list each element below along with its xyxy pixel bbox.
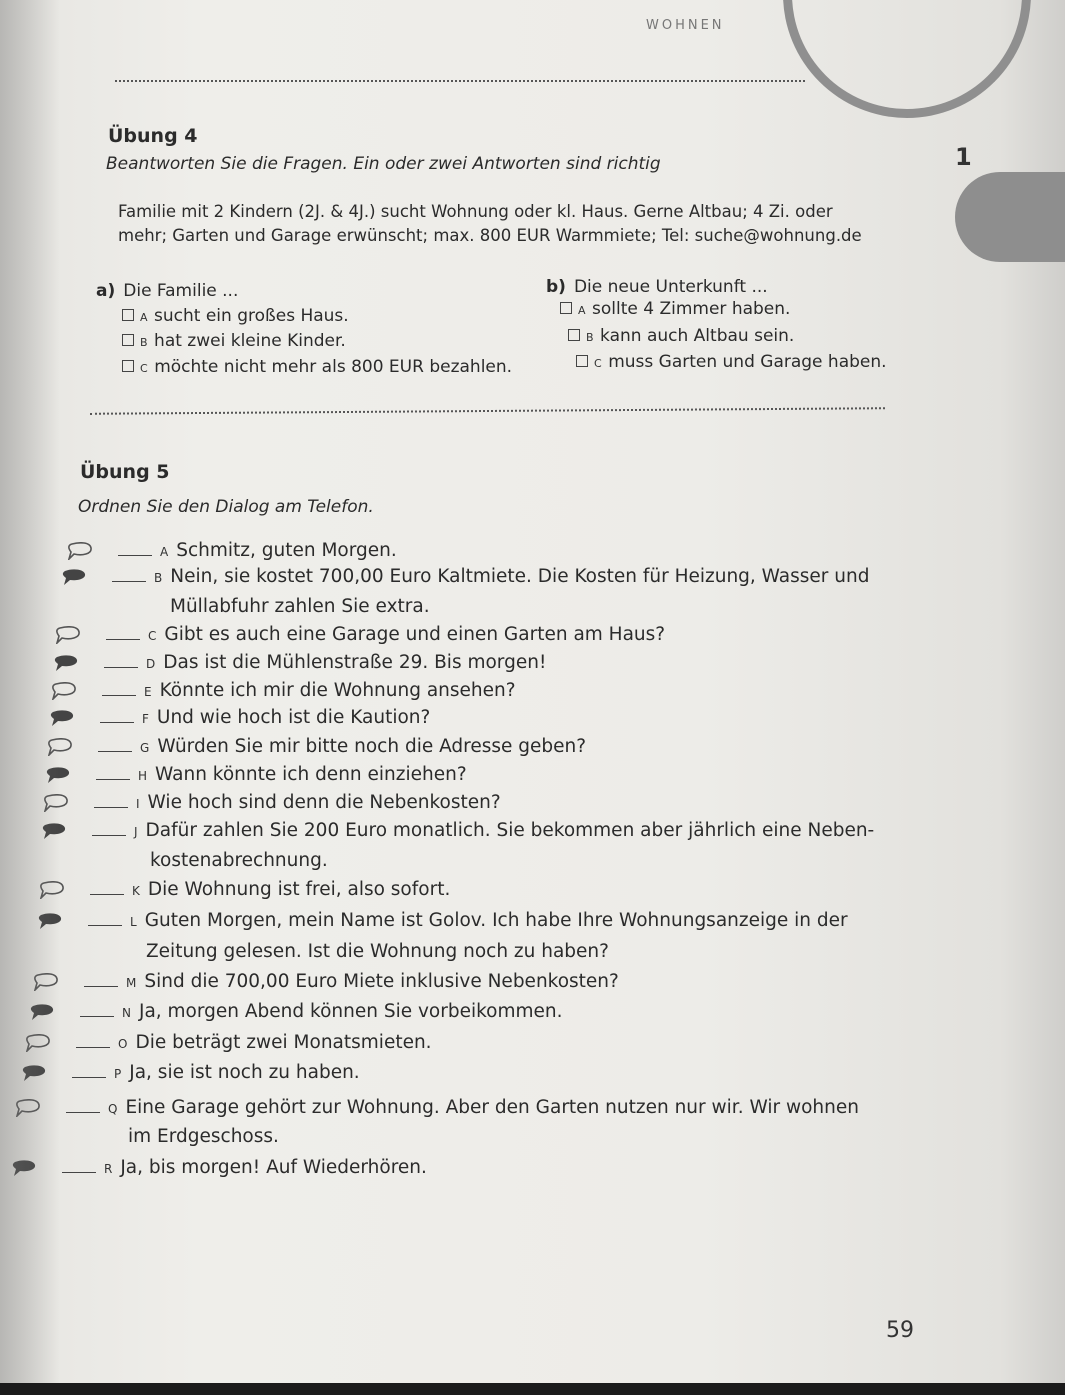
- line-text: Schmitz, guten Morgen.: [176, 540, 397, 561]
- checkbox[interactable]: [568, 329, 580, 341]
- answer-blank[interactable]: [112, 580, 146, 582]
- option-a-b[interactable]: B hat zwei kleine Kinder.: [122, 331, 346, 351]
- question-b-heading: [546, 277, 768, 297]
- speech-bubble-outline-icon: [16, 1099, 42, 1117]
- answer-blank[interactable]: [102, 694, 136, 696]
- speech-bubble-filled-icon: [42, 822, 68, 840]
- question-b-text: Die neue Unterkunft ...: [573, 277, 768, 297]
- dialog-line-o[interactable]: [76, 1032, 432, 1053]
- answer-blank[interactable]: [76, 1046, 110, 1048]
- speech-bubble-outline-icon: [40, 881, 66, 899]
- line-letter: H: [138, 769, 148, 783]
- dialog-line-r[interactable]: [62, 1157, 427, 1178]
- speech-bubble-outline-icon: [68, 542, 94, 560]
- option-b-b[interactable]: B kann auch Altbau sein.: [568, 326, 794, 346]
- answer-blank[interactable]: [84, 985, 118, 987]
- exercise5-title: Übung 5: [80, 461, 170, 483]
- dialog-line-p[interactable]: [72, 1062, 360, 1083]
- answer-blank[interactable]: [80, 1015, 114, 1017]
- speech-bubble-outline-icon: [26, 1034, 52, 1052]
- dialog-line-i[interactable]: [94, 792, 501, 813]
- dialog-line-j[interactable]: [92, 820, 874, 841]
- bottom-edge: [0, 1383, 1065, 1395]
- speech-bubble-outline-icon: [44, 794, 70, 812]
- line-letter: C: [148, 629, 157, 643]
- answer-blank[interactable]: [96, 778, 130, 780]
- line-letter: A: [160, 545, 169, 559]
- checkbox[interactable]: [560, 302, 572, 314]
- line-letter: K: [132, 884, 140, 898]
- line-text: Sind die 700,00 Euro Miete inklusive Nebenkosten?: [144, 971, 619, 992]
- chapter-number: 1: [955, 143, 972, 171]
- answer-blank[interactable]: [66, 1111, 100, 1113]
- line-text: Guten Morgen, mein Name ist Golov. Ich habe Ihre Wohnungsanzeige in der: [144, 910, 848, 931]
- option-a-a[interactable]: A sucht ein großes Haus.: [122, 306, 349, 326]
- line-letter: N: [122, 1006, 131, 1020]
- answer-blank[interactable]: [90, 893, 124, 895]
- speech-bubble-filled-icon: [54, 654, 80, 672]
- line-text: Nein, sie kostet 700,00 Euro Kaltmiete. Die Kosten für Heizung, Wasser und: [170, 566, 870, 587]
- answer-blank[interactable]: [92, 834, 126, 836]
- dialog-line-d[interactable]: [104, 652, 546, 673]
- line-letter: J: [134, 825, 138, 839]
- line-letter: G: [140, 741, 150, 755]
- speech-bubble-filled-icon: [46, 766, 72, 784]
- page-number: 59: [886, 1318, 914, 1343]
- line-text: Ja, morgen Abend können Sie vorbeikommen.: [138, 1001, 563, 1022]
- dialog-line-b-continued: Müllabfuhr zahlen Sie extra.: [170, 596, 430, 617]
- housing-ad: [118, 200, 862, 248]
- line-text: Wann könnte ich denn einziehen?: [155, 764, 467, 785]
- line-text: Würden Sie mir bitte noch die Adresse geben?: [157, 736, 587, 757]
- dialog-line-l-continued: Zeitung gelesen. Ist die Wohnung noch zu haben?: [146, 941, 609, 962]
- line-text: Wie hoch sind denn die Nebenkosten?: [147, 792, 501, 813]
- speech-bubble-outline-icon: [56, 626, 82, 644]
- decorative-arc: [783, 0, 1031, 118]
- exercise5-instruction: Ordnen Sie den Dialog am Telefon.: [78, 497, 374, 517]
- line-letter: R: [104, 1162, 113, 1176]
- exercise4-instruction: Beantworten Sie die Fragen. Ein oder zwei Antworten sind richtig: [106, 154, 661, 174]
- question-a-label: a): [96, 281, 116, 301]
- line-letter: P: [114, 1067, 122, 1081]
- line-letter: I: [136, 797, 140, 811]
- line-letter: O: [118, 1037, 128, 1051]
- line-letter: Q: [108, 1102, 118, 1116]
- line-letter: L: [130, 915, 137, 929]
- dialog-line-f[interactable]: [100, 707, 430, 728]
- speech-bubble-filled-icon: [22, 1064, 48, 1082]
- speech-bubble-filled-icon: [30, 1003, 56, 1021]
- answer-blank[interactable]: [88, 924, 122, 926]
- dialog-line-h[interactable]: [96, 764, 467, 785]
- line-text: Gibt es auch eine Garage und einen Garten am Haus?: [164, 624, 666, 645]
- line-letter: D: [146, 657, 156, 671]
- line-text: Die Wohnung ist frei, also sofort.: [147, 879, 451, 900]
- question-a-heading: [96, 281, 238, 301]
- option-b-c[interactable]: C muss Garten und Garage haben.: [576, 352, 887, 372]
- section-label: WOHNEN: [646, 18, 725, 33]
- dialog-line-b[interactable]: [112, 566, 869, 587]
- line-text: Die beträgt zwei Monatsmieten.: [135, 1032, 432, 1053]
- speech-bubble-filled-icon: [12, 1159, 38, 1177]
- checkbox[interactable]: [122, 360, 134, 372]
- line-text: Das ist die Mühlenstraße 29. Bis morgen!: [163, 652, 547, 673]
- checkbox[interactable]: [122, 309, 134, 321]
- header-divider: [115, 80, 805, 82]
- dialog-line-a[interactable]: [118, 540, 397, 561]
- line-text: Und wie hoch ist die Kaution?: [156, 707, 431, 728]
- line-text: Ja, sie ist noch zu haben.: [129, 1062, 360, 1083]
- dialog-line-l[interactable]: [88, 910, 848, 931]
- option-b-a[interactable]: A sollte 4 Zimmer haben.: [560, 299, 790, 319]
- dialog-line-n[interactable]: [80, 1001, 563, 1022]
- question-a-text: Die Familie ...: [123, 281, 239, 301]
- line-letter: B: [154, 571, 163, 585]
- answer-blank[interactable]: [118, 554, 152, 556]
- option-a-c[interactable]: C möchte nicht mehr als 800 EUR bezahlen.: [122, 357, 512, 377]
- question-b-label: b): [546, 277, 566, 297]
- line-letter: F: [142, 712, 149, 726]
- answer-blank[interactable]: [106, 638, 140, 640]
- speech-bubble-filled-icon: [50, 709, 76, 727]
- dialog-line-k[interactable]: [90, 879, 450, 900]
- dialog-line-m[interactable]: [84, 971, 619, 992]
- answer-blank[interactable]: [94, 806, 128, 808]
- dialog-line-j-continued: kostenabrechnung.: [150, 850, 328, 871]
- answer-blank[interactable]: [100, 721, 134, 723]
- checkbox[interactable]: [576, 355, 588, 367]
- line-text: Eine Garage gehört zur Wohnung. Aber den Garten nutzen nur wir. Wir wohnen: [125, 1097, 859, 1118]
- ad-line-1: Familie mit 2 Kindern (2J. & 4J.) sucht Wohnung oder kl. Haus. Gerne Altbau; 4 Zi. oder: [118, 202, 833, 221]
- speech-bubble-outline-icon: [34, 973, 60, 991]
- answer-blank[interactable]: [62, 1171, 96, 1173]
- line-letter: M: [126, 976, 137, 990]
- exercise4-title: Übung 4: [108, 125, 198, 147]
- answer-blank[interactable]: [104, 666, 138, 668]
- speech-bubble-outline-icon: [52, 682, 78, 700]
- dialog-line-q-continued: im Erdgeschoss.: [128, 1126, 279, 1147]
- line-text: Ja, bis morgen! Auf Wiederhören.: [120, 1157, 427, 1178]
- line-letter: E: [144, 685, 152, 699]
- chapter-tab: [955, 172, 1065, 262]
- dialog-line-q[interactable]: [66, 1097, 859, 1118]
- dialog-line-g[interactable]: [98, 736, 586, 757]
- ad-line-2: mehr; Garten und Garage erwünscht; max. 800 EUR Warmmiete; Tel: suche@wohnung.de: [118, 226, 862, 245]
- dialog-line-e[interactable]: [102, 680, 516, 701]
- line-text: Dafür zahlen Sie 200 Euro monatlich. Sie bekommen aber jährlich eine Neben-: [145, 820, 875, 841]
- section-divider: [90, 407, 885, 415]
- speech-bubble-outline-icon: [48, 738, 74, 756]
- speech-bubble-filled-icon: [62, 568, 88, 586]
- speech-bubble-filled-icon: [38, 912, 64, 930]
- checkbox[interactable]: [122, 334, 134, 346]
- answer-blank[interactable]: [72, 1076, 106, 1078]
- dialog-line-c[interactable]: [106, 624, 665, 645]
- line-text: Könnte ich mir die Wohnung ansehen?: [159, 680, 516, 701]
- answer-blank[interactable]: [98, 750, 132, 752]
